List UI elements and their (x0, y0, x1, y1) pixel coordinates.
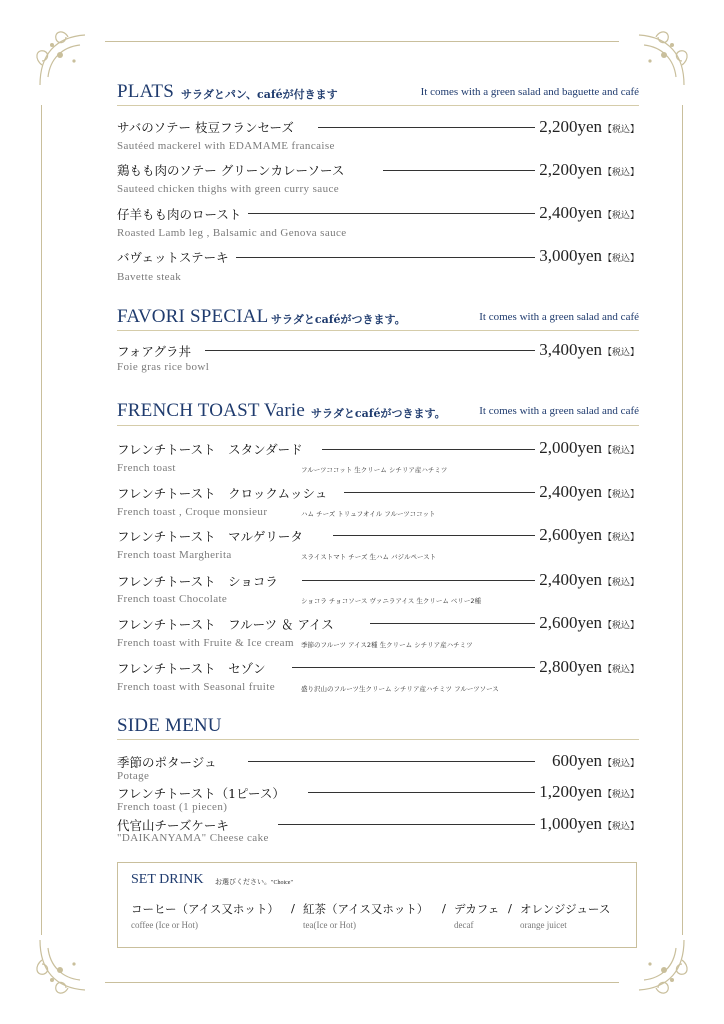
price-value: 3,400yen (539, 340, 602, 359)
drink-option-english: orange juicet (520, 920, 567, 930)
menu-item-description: 季節のフルーツ アイス2種 生クリーム シチリア産ハチミツ (301, 641, 473, 649)
price-leader (236, 257, 535, 258)
price-value: 600yen (551, 751, 602, 770)
menu-item-price (539, 525, 639, 545)
menu-item-english: Roasted Lamb leg , Balsamic and Genova sauce (117, 227, 347, 239)
drink-separator: / (508, 901, 512, 915)
menu-item-name: フレンチトースト ショコラ (117, 574, 278, 589)
price-value: 2,200yen (539, 117, 602, 136)
price-leader (248, 761, 535, 762)
section-note: It comes with a green salad and baguette and café (420, 86, 639, 98)
section-title: FAVORI SPECIAL (117, 306, 269, 327)
menu-item-english: French toast (1 piecen) (117, 801, 228, 813)
menu-item-english: Sautéed mackerel with EDAMAME francaise (117, 140, 335, 152)
menu-item-english: French toast Chocolate (117, 593, 228, 605)
frame-right-line (682, 105, 683, 935)
frame-left-line (41, 105, 42, 935)
price-leader (370, 623, 535, 624)
price-leader (302, 580, 535, 581)
menu-item-price (539, 160, 639, 180)
menu-item-english: French toast with Fruite & Ice cream (117, 637, 294, 649)
menu-item-description: ハム チーズ トリュフオイル フルーツココット (301, 510, 436, 518)
menu-item-price (539, 438, 639, 458)
menu-item-price (539, 340, 639, 360)
section-title: PLATS (117, 81, 174, 102)
price-value: 1,200yen (539, 782, 602, 801)
drink-option-label: 紅茶（アイス又ホット） (303, 902, 429, 916)
menu-item-price (552, 751, 639, 771)
price-leader (344, 492, 535, 493)
menu-item-price (539, 246, 639, 266)
menu-item-name: フレンチトースト クロックムッシュ (117, 486, 328, 501)
price-leader (292, 667, 535, 668)
section-subtitle-jp: サラダとパン、caféが付きます (181, 88, 338, 101)
price-value: 2,600yen (539, 525, 602, 544)
price-leader (278, 824, 535, 825)
menu-item-name: 代官山チーズケーキ (117, 818, 229, 833)
menu-item-english: Potage (117, 770, 150, 782)
tax-label: 【税込】 (602, 759, 639, 769)
set-drink-subtitle (215, 877, 293, 887)
price-leader (333, 535, 535, 536)
tax-label: 【税込】 (602, 446, 639, 456)
tax-label: 【税込】 (602, 790, 639, 800)
menu-item-name: サバのソテー 枝豆フランセーズ (117, 120, 294, 135)
corner-ornament-bottom-left-icon (30, 930, 100, 1000)
menu-item-price (539, 482, 639, 502)
price-leader (308, 792, 535, 793)
corner-ornament-top-left-icon (30, 25, 100, 95)
menu-item-name: フォアグラ丼 (117, 344, 192, 359)
menu-item-price (539, 657, 639, 677)
price-leader (318, 127, 535, 128)
menu-item-price (539, 782, 639, 802)
menu-item-name: フレンチトースト セゾン (117, 661, 266, 676)
menu-item-english: French toast Margherita (117, 549, 232, 561)
set-drink-box (117, 862, 637, 948)
menu-item-description: スライストマト チーズ 生ハム バジルペースト (301, 553, 437, 561)
menu-item-description: フルーツココット 生クリーム シチリア産ハチミツ (301, 466, 448, 474)
menu-item-english: Sauteed chicken thighs with green curry sauce (117, 183, 340, 195)
menu-item-name: フレンチトースト マルゲリータ (117, 529, 303, 544)
price-value: 2,600yen (539, 613, 602, 632)
menu-item-price (539, 570, 639, 590)
drink-option-english: coffee (Ice or Hot) (131, 920, 199, 930)
menu-item-english: Foie gras rice bowl (117, 361, 210, 373)
section-note: It comes with a green salad and café (479, 405, 639, 417)
menu-item-price (539, 203, 639, 223)
section-title: FRENCH TOAST Varie (117, 400, 305, 421)
tax-label: 【税込】 (602, 533, 639, 543)
tax-label: 【税込】 (602, 665, 639, 675)
menu-item-name: 仔羊もも肉のロースト (117, 207, 242, 222)
drink-separator: / (291, 901, 295, 915)
corner-ornament-top-right-icon (624, 25, 694, 95)
menu-item-english: Bavette steak (117, 271, 182, 283)
menu-item-price (539, 814, 639, 834)
tax-label: 【税込】 (602, 490, 639, 500)
tax-label: 【税込】 (602, 578, 639, 588)
menu-item-english: French toast , Croque monsieur (117, 506, 268, 518)
frame-top-line (105, 41, 619, 42)
price-leader (383, 170, 535, 171)
section-rule (117, 425, 639, 426)
menu-item-english: French toast with Seasonal fruite (117, 681, 275, 693)
price-leader (322, 449, 535, 450)
menu-item-name: フレンチトースト フルーツ ＆ アイス (117, 617, 334, 632)
drink-option-english: decaf (454, 920, 474, 930)
menu-item-price (539, 117, 639, 137)
menu-item-price (539, 613, 639, 633)
section-title: SIDE MENU (117, 715, 222, 736)
set-drink-subtitle-jp: お選びください。 (215, 878, 271, 886)
menu-item-name: バヴェットステーキ (117, 250, 229, 265)
price-value: 2,400yen (539, 570, 602, 589)
tax-label: 【税込】 (602, 211, 639, 221)
section-subtitle-jp: サラダとcaféがつきます。 (271, 313, 406, 326)
drink-option-label: デカフェ (454, 902, 500, 916)
set-drink-title: SET DRINK (131, 872, 204, 887)
price-value: 2,000yen (539, 438, 602, 457)
price-value: 2,400yen (539, 203, 602, 222)
drink-option-english: tea(Ice or Hot) (303, 920, 356, 930)
menu-item-name: フレンチトースト スタンダード (117, 442, 303, 457)
drink-option-label: コーヒー（アイス又ホット） (131, 902, 279, 916)
price-value: 2,400yen (539, 482, 602, 501)
section-subtitle-jp: サラダとcaféがつきます。 (311, 407, 446, 420)
drink-option-label: オレンジジュース (520, 902, 611, 916)
menu-item-name: 鶏もも肉のソテー グリーンカレーソース (117, 163, 345, 178)
section-note: It comes with a green salad and café (479, 311, 639, 323)
tax-label: 【税込】 (602, 621, 639, 631)
price-value: 2,200yen (539, 160, 602, 179)
tax-label: 【税込】 (602, 822, 639, 832)
tax-label: 【税込】 (602, 125, 639, 135)
section-rule (117, 330, 639, 331)
menu-item-description: ショコラ チョコソース ヴァニラアイス 生クリーム ベリー2種 (301, 597, 482, 605)
frame-bottom-line (105, 982, 619, 983)
section-rule (117, 739, 639, 740)
tax-label: 【税込】 (602, 348, 639, 358)
price-leader (248, 213, 535, 214)
menu-item-english: "DAIKANYAMA" Cheese cake (117, 832, 269, 844)
price-value: 2,800yen (539, 657, 602, 676)
drink-separator: / (442, 901, 446, 915)
menu-item-name: フレンチトースト（1ピース） (117, 786, 285, 801)
menu-item-description: 盛り沢山のフルーツ生クリーム シチリア産ハチミツ フルーツソース (301, 685, 499, 693)
section-rule (117, 105, 639, 106)
set-drink-subtitle-en: "Choice" (271, 880, 293, 886)
menu-item-english: French toast (117, 462, 176, 474)
price-leader (205, 350, 535, 351)
tax-label: 【税込】 (602, 168, 639, 178)
price-value: 1,000yen (539, 814, 602, 833)
menu-item-name: 季節のポタージュ (117, 755, 217, 770)
price-value: 3,000yen (539, 246, 602, 265)
tax-label: 【税込】 (602, 254, 639, 264)
